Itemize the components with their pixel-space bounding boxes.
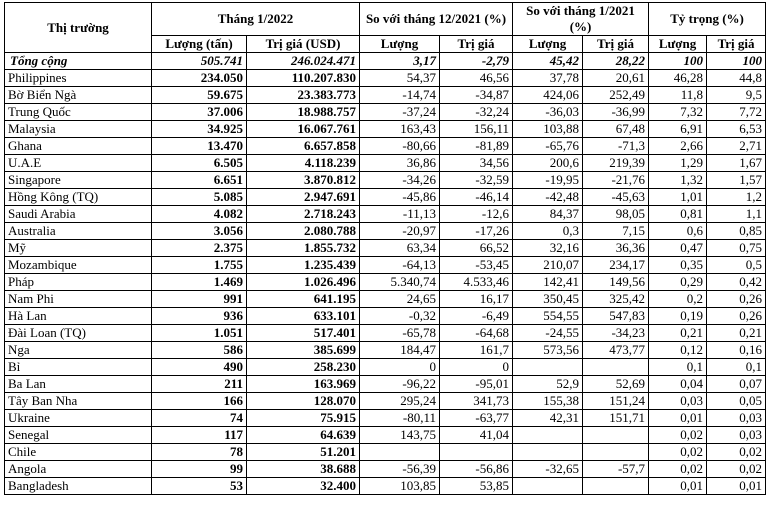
- header-vs-dec: So với tháng 12/2021 (%): [360, 3, 513, 36]
- value-cell: 0,01: [707, 478, 766, 495]
- market-name-cell: Hồng Kông (TQ): [5, 189, 152, 206]
- market-name-cell: Saudi Arabia: [5, 206, 152, 223]
- value-cell: [513, 478, 583, 495]
- value-cell: 0,42: [707, 274, 766, 291]
- value-cell: 103,88: [513, 121, 583, 138]
- value-cell: 100: [649, 53, 707, 70]
- value-cell: 45,42: [513, 53, 583, 70]
- market-name-cell: U.A.E: [5, 155, 152, 172]
- table-row: [5, 427, 766, 444]
- table-row: [5, 87, 766, 104]
- value-cell: 63,34: [360, 240, 440, 257]
- value-cell: [583, 444, 649, 461]
- value-cell: 151,71: [583, 410, 649, 427]
- table-row: [5, 121, 766, 138]
- value-cell: 0,07: [707, 376, 766, 393]
- value-cell: 98,05: [583, 206, 649, 223]
- value-cell: 6,91: [649, 121, 707, 138]
- market-name-cell: Philippines: [5, 70, 152, 87]
- value-cell: 0,02: [707, 461, 766, 478]
- value-cell: 44,8: [707, 70, 766, 87]
- value-cell: 234,17: [583, 257, 649, 274]
- market-name-cell: Tổng cộng: [5, 53, 152, 70]
- value-cell: 641.195: [247, 291, 360, 308]
- value-cell: 252,49: [583, 87, 649, 104]
- market-name-cell: Pháp: [5, 274, 152, 291]
- value-cell: 103,85: [360, 478, 440, 495]
- table-row: [5, 104, 766, 121]
- value-cell: -53,45: [440, 257, 513, 274]
- value-cell: 66,52: [440, 240, 513, 257]
- market-name-cell: Tây Ban Nha: [5, 393, 152, 410]
- value-cell: 155,38: [513, 393, 583, 410]
- value-cell: 234.050: [152, 70, 247, 87]
- value-cell: 1.755: [152, 257, 247, 274]
- value-cell: 350,45: [513, 291, 583, 308]
- table-row: [5, 291, 766, 308]
- value-cell: -80,66: [360, 138, 440, 155]
- table-row: [5, 410, 766, 427]
- value-cell: 16,17: [440, 291, 513, 308]
- value-cell: -12,6: [440, 206, 513, 223]
- value-cell: -32,65: [513, 461, 583, 478]
- value-cell: -95,01: [440, 376, 513, 393]
- value-cell: 38.688: [247, 461, 360, 478]
- market-name-cell: Angola: [5, 461, 152, 478]
- value-cell: 0,04: [649, 376, 707, 393]
- value-cell: 0,1: [649, 359, 707, 376]
- value-cell: 1,01: [649, 189, 707, 206]
- value-cell: 0,16: [707, 342, 766, 359]
- value-cell: [513, 427, 583, 444]
- subheader-cell: Trị giá: [583, 36, 649, 53]
- value-cell: 110.207.830: [247, 70, 360, 87]
- value-cell: 32,16: [513, 240, 583, 257]
- value-cell: 7,15: [583, 223, 649, 240]
- value-cell: -20,97: [360, 223, 440, 240]
- value-cell: 46,28: [649, 70, 707, 87]
- market-name-cell: Australia: [5, 223, 152, 240]
- market-name-cell: Đài Loan (TQ): [5, 325, 152, 342]
- value-cell: 1,2: [707, 189, 766, 206]
- value-cell: 18.988.757: [247, 104, 360, 121]
- value-cell: -80,11: [360, 410, 440, 427]
- table-row: [5, 308, 766, 325]
- value-cell: 7,72: [707, 104, 766, 121]
- value-cell: -2,79: [440, 53, 513, 70]
- value-cell: 0,29: [649, 274, 707, 291]
- value-cell: 99: [152, 461, 247, 478]
- table-row: [5, 240, 766, 257]
- value-cell: 37,78: [513, 70, 583, 87]
- value-cell: 258.230: [247, 359, 360, 376]
- value-cell: -24,55: [513, 325, 583, 342]
- value-cell: -81,89: [440, 138, 513, 155]
- value-cell: 23.383.773: [247, 87, 360, 104]
- market-name-cell: Malaysia: [5, 121, 152, 138]
- value-cell: 6.505: [152, 155, 247, 172]
- value-cell: 9,5: [707, 87, 766, 104]
- value-cell: -65,78: [360, 325, 440, 342]
- value-cell: -34,23: [583, 325, 649, 342]
- value-cell: -34,87: [440, 87, 513, 104]
- value-cell: 1.026.496: [247, 274, 360, 291]
- table-row: [5, 223, 766, 240]
- value-cell: 0,05: [707, 393, 766, 410]
- value-cell: -65,76: [513, 138, 583, 155]
- header-market: Thị trường: [5, 3, 152, 53]
- value-cell: -71,3: [583, 138, 649, 155]
- table-row: [5, 274, 766, 291]
- value-cell: 936: [152, 308, 247, 325]
- value-cell: [440, 444, 513, 461]
- value-cell: 0: [360, 359, 440, 376]
- value-cell: 156,11: [440, 121, 513, 138]
- value-cell: 0,75: [707, 240, 766, 257]
- value-cell: 210,07: [513, 257, 583, 274]
- market-name-cell: Mỹ: [5, 240, 152, 257]
- value-cell: 0,1: [707, 359, 766, 376]
- header-vs-jan: So với tháng 1/2021 (%): [513, 3, 649, 36]
- value-cell: 3.870.812: [247, 172, 360, 189]
- value-cell: 78: [152, 444, 247, 461]
- value-cell: 0,2: [649, 291, 707, 308]
- value-cell: 11,8: [649, 87, 707, 104]
- table-body: [5, 53, 766, 495]
- value-cell: 6,53: [707, 121, 766, 138]
- value-cell: 3,17: [360, 53, 440, 70]
- table-row: [5, 189, 766, 206]
- value-cell: 0,03: [707, 410, 766, 427]
- value-cell: 6.651: [152, 172, 247, 189]
- value-cell: 0,6: [649, 223, 707, 240]
- subheader-cell: Trị giá: [440, 36, 513, 53]
- value-cell: -17,26: [440, 223, 513, 240]
- header-share: Tỷ trọng (%): [649, 3, 766, 36]
- value-cell: 517.401: [247, 325, 360, 342]
- value-cell: 0,21: [649, 325, 707, 342]
- value-cell: 1,67: [707, 155, 766, 172]
- market-name-cell: Senegal: [5, 427, 152, 444]
- value-cell: 37.006: [152, 104, 247, 121]
- value-cell: 246.024.471: [247, 53, 360, 70]
- value-cell: -0,32: [360, 308, 440, 325]
- value-cell: 295,24: [360, 393, 440, 410]
- value-cell: 2.947.691: [247, 189, 360, 206]
- value-cell: 32.400: [247, 478, 360, 495]
- value-cell: 163.969: [247, 376, 360, 393]
- market-name-cell: Bờ Biển Ngà: [5, 87, 152, 104]
- table-row: [5, 172, 766, 189]
- value-cell: -36,99: [583, 104, 649, 121]
- value-cell: [583, 427, 649, 444]
- value-cell: -32,59: [440, 172, 513, 189]
- market-name-cell: Nga: [5, 342, 152, 359]
- market-name-cell: Chile: [5, 444, 152, 461]
- table-row: [5, 444, 766, 461]
- value-cell: 424,06: [513, 87, 583, 104]
- value-cell: 211: [152, 376, 247, 393]
- export-market-table: [4, 2, 766, 495]
- value-cell: 7,32: [649, 104, 707, 121]
- value-cell: -19,95: [513, 172, 583, 189]
- value-cell: 0,47: [649, 240, 707, 257]
- value-cell: 41,04: [440, 427, 513, 444]
- subheader-cell: Lượng: [649, 36, 707, 53]
- value-cell: 0,03: [707, 427, 766, 444]
- value-cell: -56,86: [440, 461, 513, 478]
- value-cell: 385.699: [247, 342, 360, 359]
- value-cell: 59.675: [152, 87, 247, 104]
- value-cell: [513, 444, 583, 461]
- total-row: [5, 53, 766, 70]
- value-cell: 20,61: [583, 70, 649, 87]
- value-cell: 5.340,74: [360, 274, 440, 291]
- value-cell: 0,03: [649, 393, 707, 410]
- value-cell: 149,56: [583, 274, 649, 291]
- subheader-cell: Trị giá: [707, 36, 766, 53]
- value-cell: 5.085: [152, 189, 247, 206]
- value-cell: -64,68: [440, 325, 513, 342]
- value-cell: 67,48: [583, 121, 649, 138]
- value-cell: 1,29: [649, 155, 707, 172]
- value-cell: 64.639: [247, 427, 360, 444]
- value-cell: 0: [440, 359, 513, 376]
- table-row: [5, 393, 766, 410]
- value-cell: 554,55: [513, 308, 583, 325]
- value-cell: -42,48: [513, 189, 583, 206]
- value-cell: 0,3: [513, 223, 583, 240]
- value-cell: 219,39: [583, 155, 649, 172]
- subheader-cell: Lượng: [513, 36, 583, 53]
- value-cell: 0,02: [649, 427, 707, 444]
- market-name-cell: Singapore: [5, 172, 152, 189]
- market-name-cell: Ghana: [5, 138, 152, 155]
- table-row: [5, 257, 766, 274]
- value-cell: 1.855.732: [247, 240, 360, 257]
- value-cell: 2,71: [707, 138, 766, 155]
- value-cell: -32,24: [440, 104, 513, 121]
- market-name-cell: Bangladesh: [5, 478, 152, 495]
- value-cell: 34,56: [440, 155, 513, 172]
- value-cell: [360, 444, 440, 461]
- value-cell: 4.533,46: [440, 274, 513, 291]
- value-cell: 4.082: [152, 206, 247, 223]
- value-cell: -45,86: [360, 189, 440, 206]
- value-cell: 1.469: [152, 274, 247, 291]
- value-cell: 4.118.239: [247, 155, 360, 172]
- value-cell: 0,21: [707, 325, 766, 342]
- value-cell: 2,66: [649, 138, 707, 155]
- table-row: [5, 342, 766, 359]
- value-cell: 0,19: [649, 308, 707, 325]
- value-cell: 151,24: [583, 393, 649, 410]
- value-cell: 1,32: [649, 172, 707, 189]
- value-cell: 633.101: [247, 308, 360, 325]
- value-cell: 0,01: [649, 410, 707, 427]
- value-cell: 52,9: [513, 376, 583, 393]
- value-cell: 1,57: [707, 172, 766, 189]
- value-cell: 0,12: [649, 342, 707, 359]
- value-cell: 13.470: [152, 138, 247, 155]
- value-cell: 53: [152, 478, 247, 495]
- value-cell: 0,01: [649, 478, 707, 495]
- value-cell: 1,1: [707, 206, 766, 223]
- table-row: [5, 70, 766, 87]
- subheader-cell: Trị giá (USD): [247, 36, 360, 53]
- value-cell: 54,37: [360, 70, 440, 87]
- table-row: [5, 155, 766, 172]
- value-cell: -11,13: [360, 206, 440, 223]
- market-name-cell: Ba Lan: [5, 376, 152, 393]
- value-cell: 100: [707, 53, 766, 70]
- table-row: [5, 478, 766, 495]
- value-cell: -63,77: [440, 410, 513, 427]
- value-cell: 161,7: [440, 342, 513, 359]
- value-cell: 117: [152, 427, 247, 444]
- value-cell: 24,65: [360, 291, 440, 308]
- value-cell: 143,75: [360, 427, 440, 444]
- value-cell: 1.235.439: [247, 257, 360, 274]
- value-cell: 0,02: [649, 444, 707, 461]
- value-cell: 16.067.761: [247, 121, 360, 138]
- value-cell: 52,69: [583, 376, 649, 393]
- value-cell: 0,26: [707, 291, 766, 308]
- value-cell: 0,26: [707, 308, 766, 325]
- value-cell: -34,26: [360, 172, 440, 189]
- value-cell: 53,85: [440, 478, 513, 495]
- value-cell: 341,73: [440, 393, 513, 410]
- market-name-cell: Hà Lan: [5, 308, 152, 325]
- market-name-cell: Bỉ: [5, 359, 152, 376]
- value-cell: 573,56: [513, 342, 583, 359]
- value-cell: -14,74: [360, 87, 440, 104]
- value-cell: 0,02: [707, 444, 766, 461]
- table-row: [5, 325, 766, 342]
- table-row: [5, 206, 766, 223]
- subheader-cell: Lượng: [360, 36, 440, 53]
- value-cell: -36,03: [513, 104, 583, 121]
- value-cell: 0,5: [707, 257, 766, 274]
- value-cell: -37,24: [360, 104, 440, 121]
- value-cell: 46,56: [440, 70, 513, 87]
- value-cell: -45,63: [583, 189, 649, 206]
- subheader-cell: Lượng (tấn): [152, 36, 247, 53]
- market-name-cell: Trung Quốc: [5, 104, 152, 121]
- value-cell: 142,41: [513, 274, 583, 291]
- value-cell: 74: [152, 410, 247, 427]
- value-cell: 0,81: [649, 206, 707, 223]
- value-cell: 6.657.858: [247, 138, 360, 155]
- value-cell: 586: [152, 342, 247, 359]
- value-cell: 490: [152, 359, 247, 376]
- value-cell: 325,42: [583, 291, 649, 308]
- table-row: [5, 461, 766, 478]
- value-cell: -57,7: [583, 461, 649, 478]
- value-cell: 3.056: [152, 223, 247, 240]
- value-cell: 0,85: [707, 223, 766, 240]
- value-cell: 991: [152, 291, 247, 308]
- value-cell: 0,35: [649, 257, 707, 274]
- header-month: Tháng 1/2022: [152, 3, 360, 36]
- value-cell: -46,14: [440, 189, 513, 206]
- value-cell: 51.201: [247, 444, 360, 461]
- value-cell: 34.925: [152, 121, 247, 138]
- value-cell: 128.070: [247, 393, 360, 410]
- value-cell: 163,43: [360, 121, 440, 138]
- value-cell: 1.051: [152, 325, 247, 342]
- value-cell: 84,37: [513, 206, 583, 223]
- market-name-cell: Mozambique: [5, 257, 152, 274]
- value-cell: 473,77: [583, 342, 649, 359]
- value-cell: [583, 478, 649, 495]
- value-cell: 547,83: [583, 308, 649, 325]
- market-name-cell: Nam Phi: [5, 291, 152, 308]
- value-cell: 2.718.243: [247, 206, 360, 223]
- value-cell: [513, 359, 583, 376]
- table-row: [5, 138, 766, 155]
- value-cell: -96,22: [360, 376, 440, 393]
- value-cell: 28,22: [583, 53, 649, 70]
- value-cell: -56,39: [360, 461, 440, 478]
- value-cell: 184,47: [360, 342, 440, 359]
- value-cell: -21,76: [583, 172, 649, 189]
- value-cell: 2.080.788: [247, 223, 360, 240]
- value-cell: 36,36: [583, 240, 649, 257]
- market-name-cell: Ukraine: [5, 410, 152, 427]
- value-cell: 75.915: [247, 410, 360, 427]
- value-cell: 36,86: [360, 155, 440, 172]
- value-cell: 505.741: [152, 53, 247, 70]
- value-cell: 166: [152, 393, 247, 410]
- value-cell: [583, 359, 649, 376]
- value-cell: -6,49: [440, 308, 513, 325]
- value-cell: 200,6: [513, 155, 583, 172]
- table-row: [5, 376, 766, 393]
- value-cell: 42,31: [513, 410, 583, 427]
- value-cell: -64,13: [360, 257, 440, 274]
- table-row: [5, 359, 766, 376]
- value-cell: 0,02: [649, 461, 707, 478]
- value-cell: 2.375: [152, 240, 247, 257]
